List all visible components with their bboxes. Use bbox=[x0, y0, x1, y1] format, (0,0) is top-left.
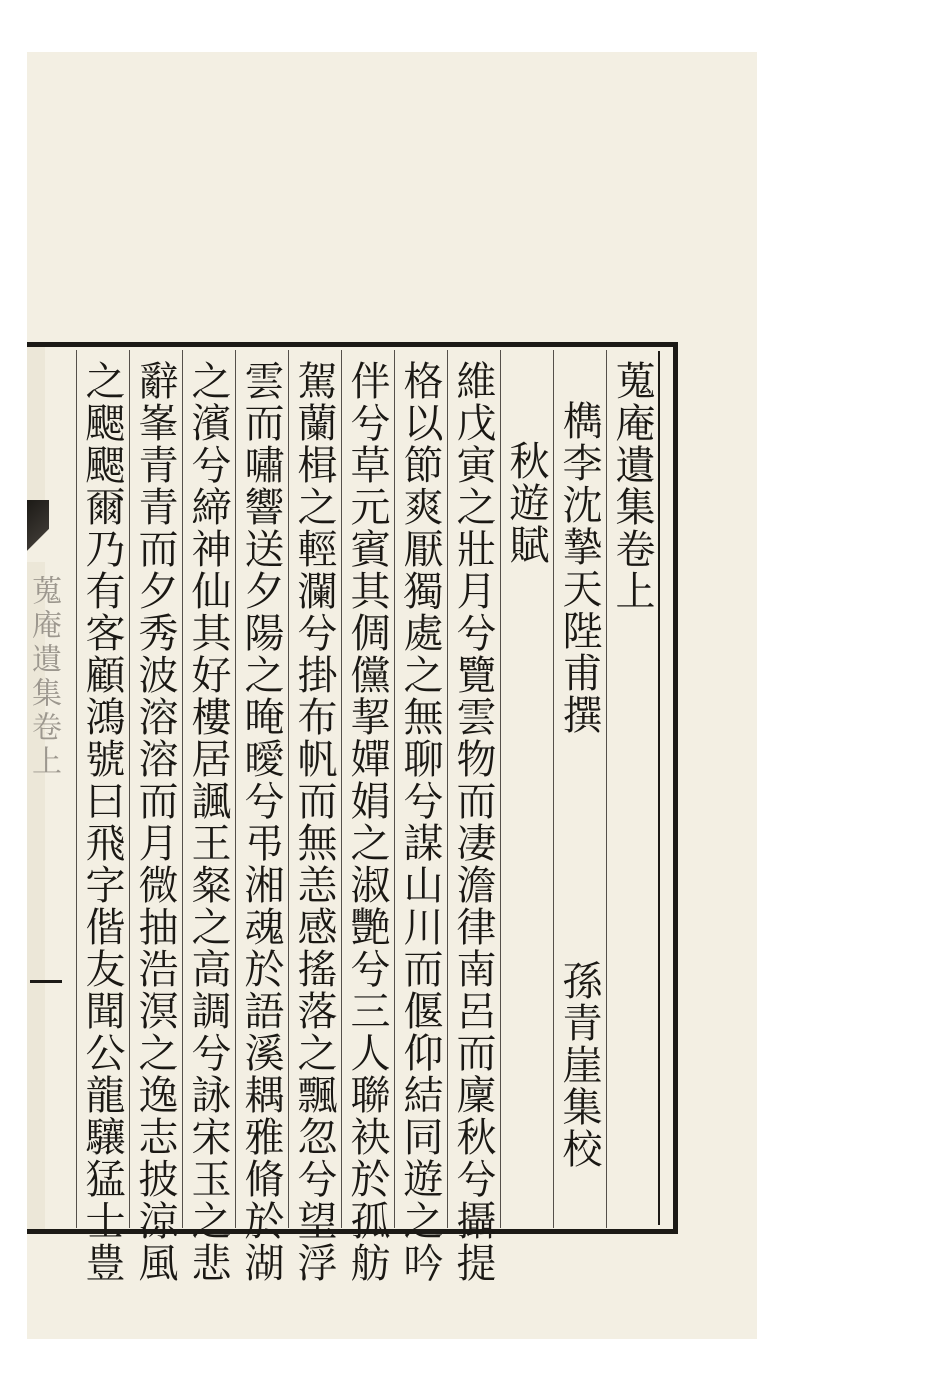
author-line: 檇李沈摯天陛甫撰 bbox=[556, 400, 602, 736]
column-rule bbox=[553, 350, 554, 1228]
text-column-3: 伴兮草元賓其倜儻挈嬋娟之淑艷兮三人聯袂於孤舫 bbox=[344, 360, 390, 1284]
column-rule bbox=[129, 350, 130, 1228]
text-column-2: 格以節爽厭獨處之無聊兮謀山川而偃仰結同遊之吟 bbox=[397, 360, 443, 1284]
column-rule bbox=[500, 350, 501, 1228]
column-rule bbox=[394, 350, 395, 1228]
text-column-6: 之濱兮締神仙其好樓居諷王粲之高調兮詠宋玉之悲 bbox=[185, 360, 231, 1284]
column-rule bbox=[341, 350, 342, 1228]
inner-frame-rule bbox=[658, 351, 660, 1225]
text-column-4: 駕蘭楫之輕瀾兮掛布帆而無恙感搖落之飄忽兮望浮 bbox=[291, 360, 337, 1284]
spine-title: 蒐庵遺集卷上 bbox=[26, 575, 61, 779]
column-rule bbox=[288, 350, 289, 1228]
column-rule bbox=[182, 350, 183, 1228]
section-heading: 秋遊賦 bbox=[503, 440, 549, 566]
text-column-5: 雲而嘯響送夕陽之晻曖兮弔湘魂於語溪耦雅脩於湖 bbox=[238, 360, 284, 1284]
collection-title: 蒐庵遺集卷上 bbox=[609, 360, 655, 612]
text-column-8: 之颸颸爾乃有客顧鴻號曰飛字偕友聞公龍驤猛士豊 bbox=[79, 360, 125, 1284]
column-rule bbox=[447, 350, 448, 1228]
column-rule bbox=[235, 350, 236, 1228]
text-column-1: 維戊寅之壯月兮覽雲物而凄澹律南呂而廩秋兮攝提 bbox=[450, 360, 496, 1284]
text-column-7: 辭峯青青而夕秀波溶溶而月微抽浩溟之逸志披涼風 bbox=[132, 360, 178, 1284]
column-rule bbox=[606, 350, 607, 1228]
editor-line: 孫青崖集校 bbox=[556, 960, 602, 1170]
column-rule bbox=[76, 350, 77, 1228]
